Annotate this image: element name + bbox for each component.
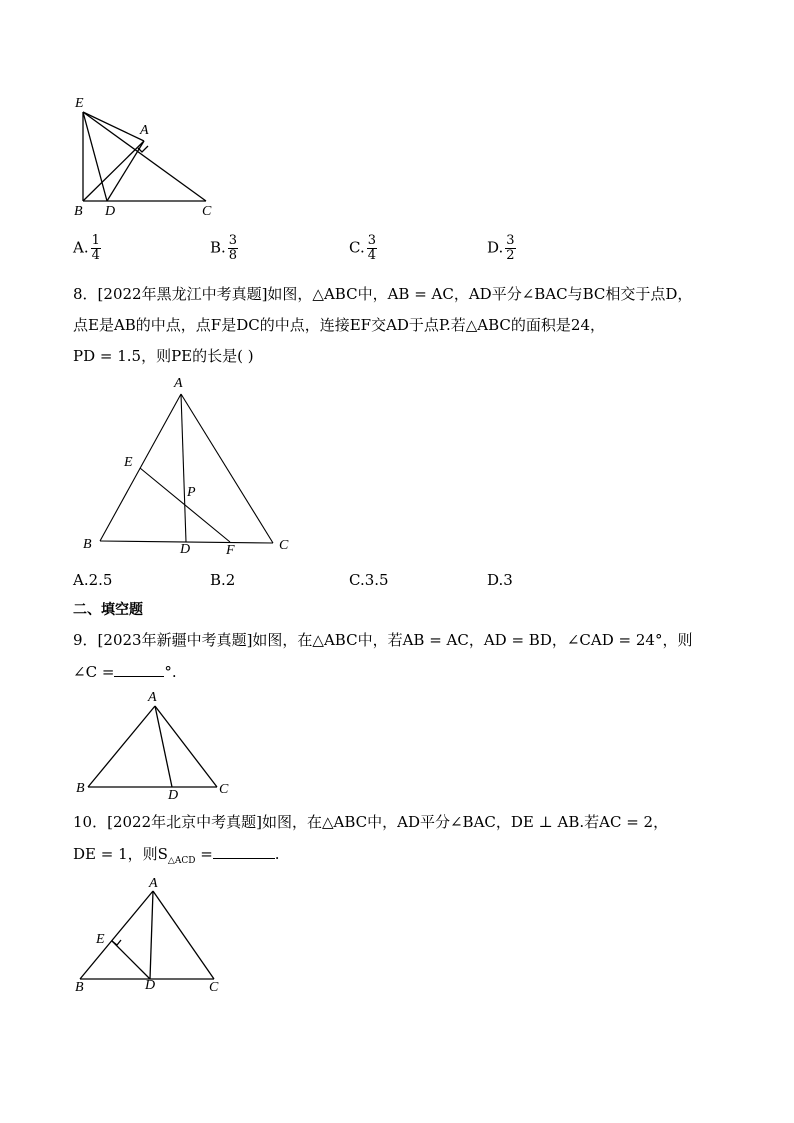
option-prefix: A. [73, 238, 89, 257]
q9-line-2-prefix: ∠C = [73, 663, 115, 681]
denominator: 4 [367, 248, 376, 263]
numerator: 3 [367, 233, 376, 248]
option-prefix: D. [487, 238, 504, 257]
label-D: D [105, 204, 116, 219]
label-B: B [76, 781, 85, 796]
numerator: 3 [228, 233, 238, 248]
label-E: E [96, 932, 105, 947]
label-D: D [145, 978, 156, 993]
label-E: E [75, 96, 84, 111]
label-B: B [83, 537, 92, 552]
q10-line-1: 10．[2022年北京中考真题]如图，在△ABC中，AD平分∠BAC，DE ⊥ AB.若AC = 2， [73, 813, 669, 831]
label-B: B [74, 204, 83, 219]
q8-line-2: 点E是AB的中点，点F是DC的中点，连接EF交AD于点P.若△ABC的面积是24， [73, 316, 605, 334]
denominator: 8 [228, 248, 238, 263]
q8-line-3: PD = 1.5，则PE的长是( ) [73, 347, 254, 365]
q8-option-c: C.3.5 [349, 571, 389, 589]
option-prefix: C. [349, 238, 365, 257]
label-F: F [226, 543, 235, 558]
label-C: C [209, 980, 219, 995]
label-B: B [75, 980, 84, 995]
label-A: A [174, 376, 183, 391]
q10-line-2-suffix: . [274, 845, 280, 863]
label-E: E [124, 455, 133, 470]
q8-line-1: 8．[2022年黑龙江中考真题]如图，△ABC中，AB = AC，AD平分∠BAC与BC相交于点D， [73, 285, 693, 303]
label-P: P [187, 485, 196, 500]
q8-option-a: A.2.5 [73, 571, 113, 589]
q8-option-b: B.2 [210, 571, 236, 589]
option-prefix: B. [210, 238, 226, 257]
q9-line-1: 9．[2023年新疆中考真题]如图，在△ABC中，若AB = AC，AD = BD，∠CAD = 24°，则 [73, 631, 693, 649]
numerator: 1 [91, 233, 100, 248]
label-A: A [149, 876, 158, 891]
denominator: 2 [506, 248, 515, 263]
label-D: D [180, 542, 191, 557]
label-C: C [202, 204, 212, 219]
label-C: C [279, 538, 289, 553]
label-A: A [140, 123, 149, 138]
label-C: C [219, 782, 229, 797]
numerator: 3 [506, 233, 515, 248]
q10-line-2-equals: = [195, 845, 213, 863]
q9-line-2-suffix: °. [164, 663, 177, 681]
q10-line-2-subscript: △ACD [167, 856, 196, 866]
section-heading: 二、填空题 [73, 602, 143, 618]
q10-line-2-prefix: DE = 1，则S [73, 845, 168, 863]
q8-option-d: D.3 [487, 571, 513, 589]
label-A: A [148, 690, 157, 705]
label-D: D [168, 788, 179, 803]
denominator: 4 [91, 248, 100, 263]
